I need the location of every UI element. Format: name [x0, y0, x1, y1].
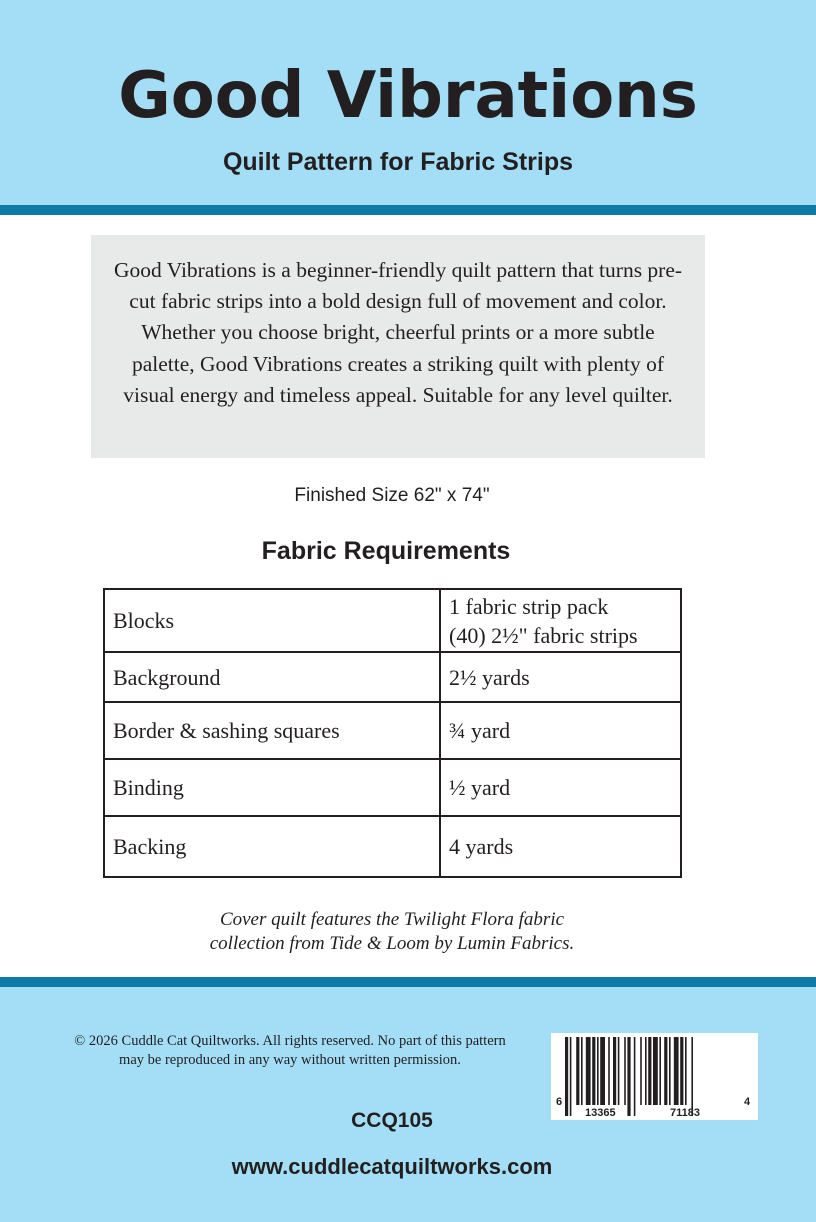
barcode-bar [624, 1037, 626, 1105]
cover-caption [0, 908, 784, 956]
barcode-bar [608, 1037, 610, 1105]
copyright-notice [40, 1032, 540, 1070]
barcode-bar [648, 1037, 651, 1105]
footer-divider [0, 977, 816, 987]
requirement-item: Backing [104, 816, 440, 877]
requirement-item: Background [104, 652, 440, 702]
caption-line: Cover quilt features the Twilight Flora fabric [219, 909, 565, 930]
barcode-bar [685, 1037, 687, 1105]
table-row [104, 652, 681, 702]
barcode-bar [691, 1037, 693, 1116]
requirement-amount: ¾ yard [440, 702, 681, 759]
website-link[interactable]: www.cuddlecatquiltworks.com [231, 1154, 553, 1179]
barcode-bar [565, 1037, 568, 1116]
table-row [104, 759, 681, 816]
barcode-bar [586, 1037, 591, 1105]
pattern-title: Good Vibrations [118, 59, 698, 133]
requirement-amount [440, 589, 681, 652]
barcode [551, 1033, 758, 1120]
barcode-bar [640, 1037, 642, 1105]
table-row [104, 589, 681, 652]
barcode-bar [613, 1037, 616, 1105]
finished-size: Finished Size 62" x 74" [294, 485, 490, 506]
barcode-bar [645, 1037, 647, 1105]
barcode-bar [592, 1037, 595, 1105]
requirement-amount: 4 yards [440, 816, 681, 877]
barcode-bar [659, 1037, 661, 1105]
barcode-bar [618, 1037, 620, 1105]
barcode-bar [653, 1037, 658, 1105]
requirement-item: Blocks [104, 589, 440, 652]
barcode-digit-left: 6 [556, 1096, 563, 1108]
requirement-amount: ½ yard [440, 759, 681, 816]
copyright-line: © 2026 Cuddle Cat Quiltworks. All rights reserved. No part of this pattern [74, 1033, 506, 1049]
requirement-amount: 2½ yards [440, 652, 681, 702]
barcode-bar [664, 1037, 667, 1105]
barcode-bar [669, 1037, 671, 1105]
pattern-sku: CCQ105 [351, 1109, 433, 1132]
description-text: Good Vibrations is a beginner-friendly quilt pattern that turns pre-cut fabric strips into a bold design full of movement and color. Whether you choose bright, cheerful prints or a more subtle palette, Good Vibrations creates a striking quilt with plenty of visual energy and timeless appeal. Suitable for any level quilter. [113, 258, 683, 407]
table-row [104, 816, 681, 877]
barcode-bars [551, 1033, 758, 1120]
table-row [104, 702, 681, 759]
barcode-bar [680, 1037, 683, 1105]
barcode-group-right: 71183 [670, 1107, 700, 1119]
requirement-item: Border & sashing squares [104, 702, 440, 759]
barcode-bar [597, 1037, 599, 1105]
requirements-heading: Fabric Requirements [261, 537, 511, 565]
barcode-bar [627, 1037, 630, 1116]
pattern-subtitle: Quilt Pattern for Fabric Strips [222, 148, 574, 176]
barcode-bar [581, 1037, 583, 1105]
requirement-amount-line: (40) 2½" fabric strips [449, 622, 638, 648]
barcode-group-left: 13365 [585, 1107, 616, 1119]
barcode-bar [634, 1037, 636, 1116]
requirement-item: Binding [104, 759, 440, 816]
header-divider [0, 205, 816, 215]
copyright-line: may be reproduced in any way without written permission. [119, 1052, 461, 1068]
barcode-bar [570, 1037, 572, 1116]
requirements-table [103, 588, 682, 878]
barcode-digit-right: 4 [744, 1096, 751, 1108]
barcode-bar [674, 1037, 679, 1105]
caption-line: collection from Tide & Loom by Lumin Fabrics. [209, 933, 575, 954]
requirement-amount-line: 1 fabric strip pack [449, 593, 609, 619]
barcode-bar [576, 1037, 579, 1105]
barcode-bar [600, 1037, 605, 1105]
